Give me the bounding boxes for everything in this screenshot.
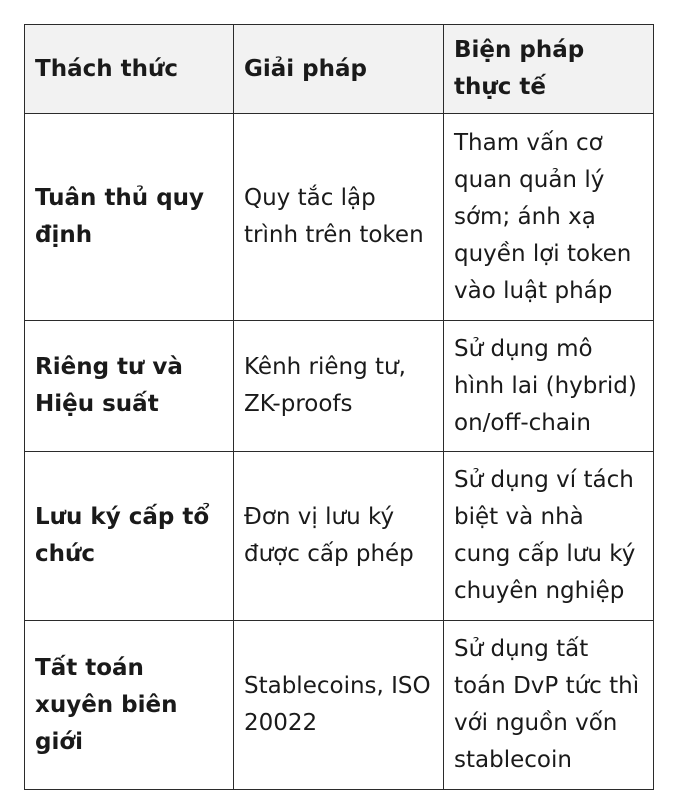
header-practice: Biện pháp thực tế [444, 25, 654, 114]
cell-practice: Sử dụng ví tách biệt và nhà cung cấp lưu ký chuyên nghiệp [444, 452, 654, 621]
cell-challenge: Tất toán xuyên biên giới [25, 621, 234, 790]
cell-solution: Quy tắc lập trình trên token [234, 114, 444, 321]
table-header-row [25, 25, 654, 114]
table-row [25, 452, 654, 621]
cell-challenge: Riêng tư và Hiệu suất [25, 321, 234, 452]
cell-solution: Kênh riêng tư, ZK-proofs [234, 321, 444, 452]
cell-solution: Stablecoins, ISO 20022 [234, 621, 444, 790]
cell-challenge: Lưu ký cấp tổ chức [25, 452, 234, 621]
table-row [25, 114, 654, 321]
challenges-table [24, 24, 654, 790]
header-challenge: Thách thức [25, 25, 234, 114]
cell-practice: Tham vấn cơ quan quản lý sớm; ánh xạ quyền lợi token vào luật pháp [444, 114, 654, 321]
cell-solution: Đơn vị lưu ký được cấp phép [234, 452, 444, 621]
cell-challenge: Tuân thủ quy định [25, 114, 234, 321]
cell-practice: Sử dụng mô hình lai (hybrid) on/off-chain [444, 321, 654, 452]
table-row [25, 621, 654, 790]
header-solution: Giải pháp [234, 25, 444, 114]
table-row [25, 321, 654, 452]
cell-practice: Sử dụng tất toán DvP tức thì với nguồn vốn stablecoin [444, 621, 654, 790]
